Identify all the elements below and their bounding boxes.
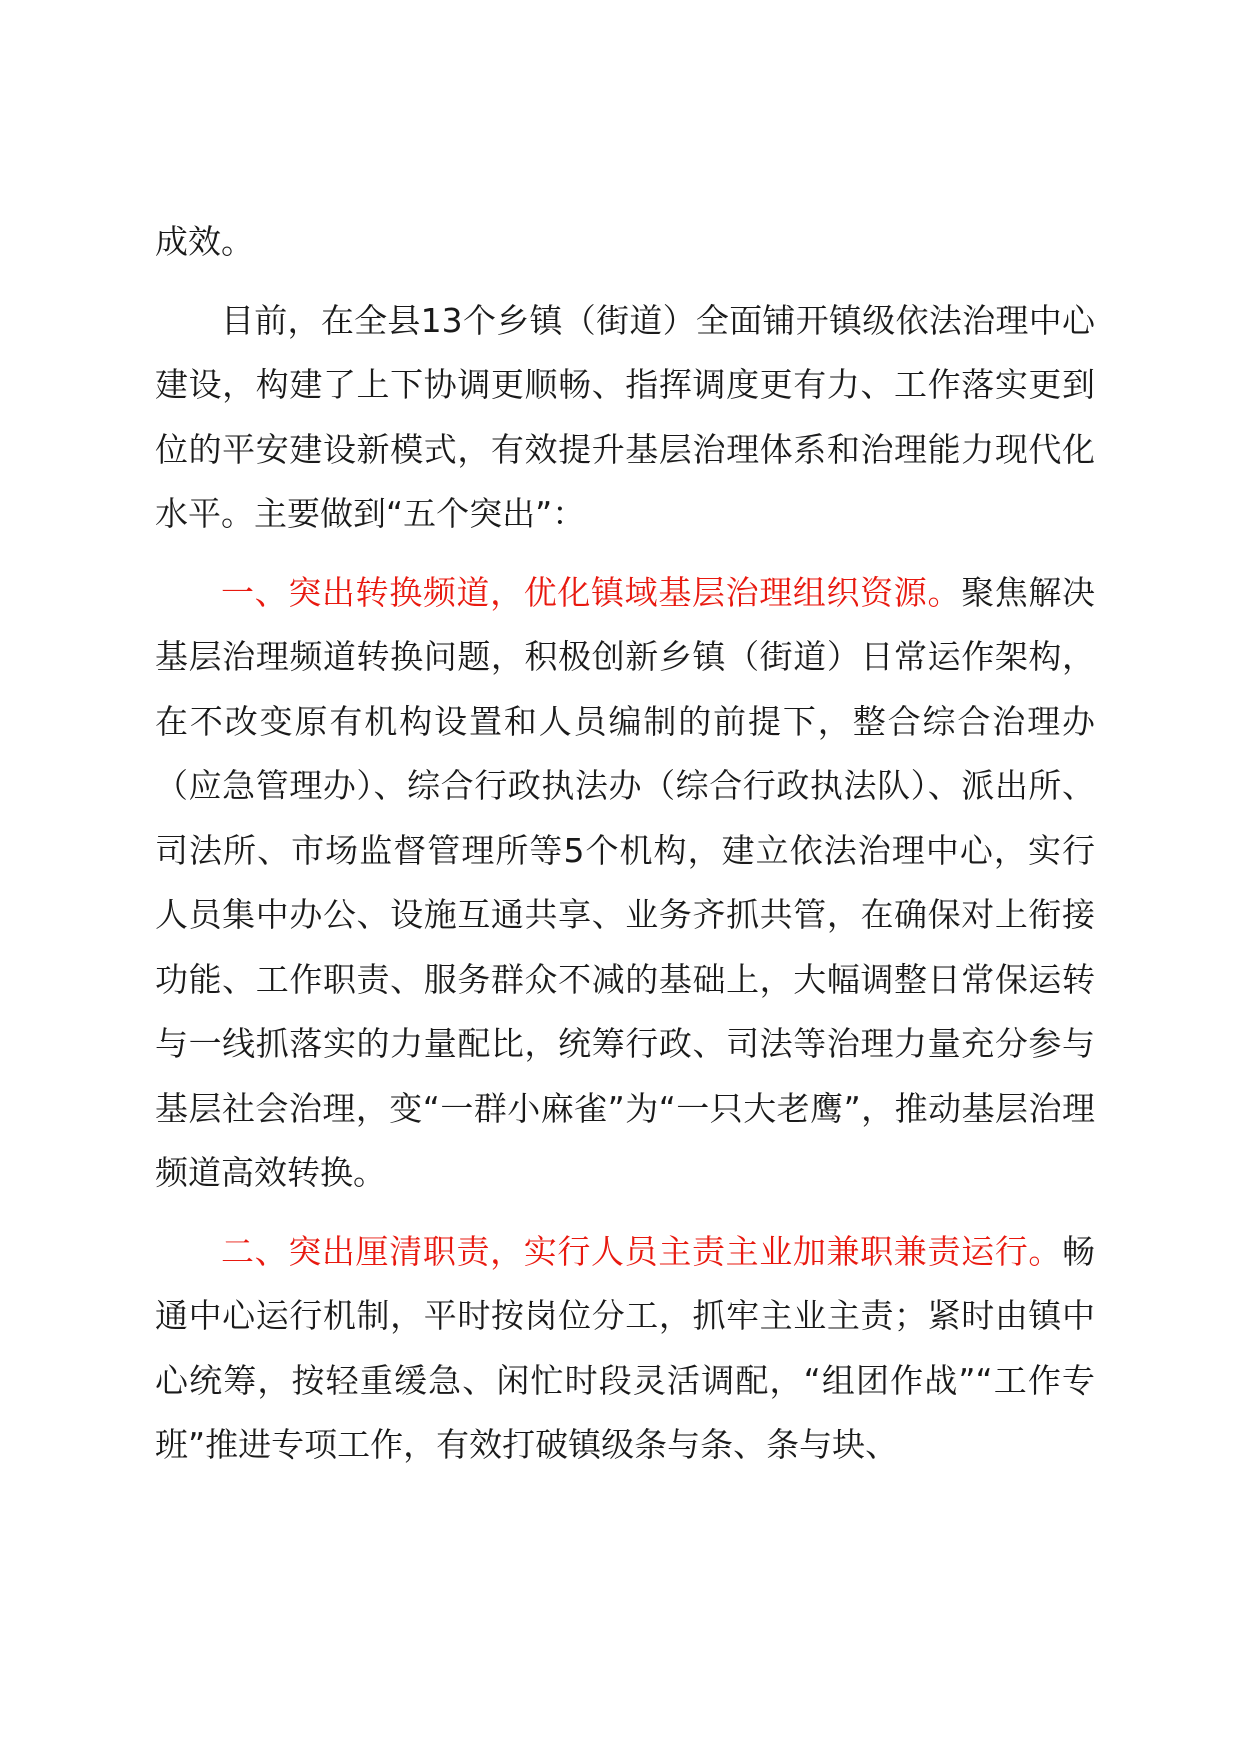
paragraph-text: 聚焦解决基层治理频道转换问题，积极创新乡镇（街道）日常运作架构，在不改变原有机构设置和人员编制的前提下，整合综合治理办（应急管理办）、综合行政执法办（综合行政执法队）、派出所、司法所、市场监督管理所等5个机构，建立依法治理中心，实行人员集中办公、设施互通共享、业务齐抓共管，在确保对上衔接功能、工作职责、服务群众不减的基础上，大幅调整日常保运转与一线抓落实的力量配比，统筹行政、司法等治理力量充分参与基层社会治理，变“一群小麻雀”为“一只大老鹰”，推动基层治理频道高效转换。	[155, 572, 1096, 1192]
paragraph-section-two	[155, 1220, 1095, 1478]
paragraph-text: 畅通中心运行机制，平时按岗位分工，抓牢主业主责；紧时由镇中心统筹，按轻重缓急、闲忙时段灵活调配，“组团作战”“工作专班”推进专项工作，有效打破镇级条与条、条与块、	[155, 1231, 1095, 1464]
paragraph-text: 目前，在全县13个乡镇（街道）全面铺开镇级依法治理中心建设，构建了上下协调更顺畅、指挥调度更有力、工作落实更到位的平安建设新模式，有效提升基层治理体系和治理能力现代化水平。主要做到“五个突出”：	[155, 300, 1095, 533]
paragraph-continuation	[155, 210, 1095, 275]
section-heading: 二、突出厘清职责，实行人员主责主业加兼职兼责运行。	[221, 1231, 1062, 1271]
paragraph-intro	[155, 289, 1095, 547]
document-body	[155, 210, 1095, 1492]
paragraph-text: 成效。	[155, 222, 254, 261]
paragraph-section-one	[155, 561, 1095, 1206]
section-heading: 一、突出转换频道，优化镇域基层治理组织资源。	[221, 572, 962, 612]
